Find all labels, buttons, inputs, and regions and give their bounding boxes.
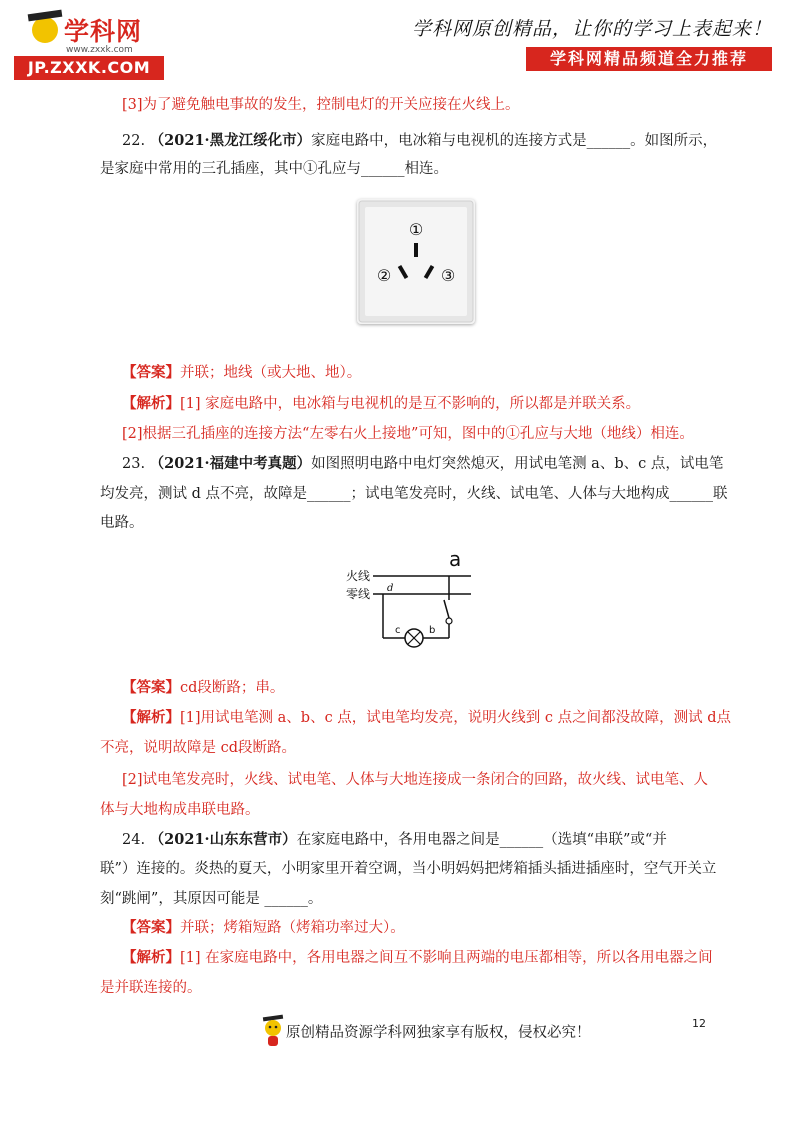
explanation-23-line-3: [2]试电笔发亮时，火线、试电笔、人体与大地连接成一条闭合的回路，故火线、试电笔、人 (122, 772, 709, 788)
label-b: b (429, 625, 436, 636)
label-d: d (387, 583, 394, 594)
copyright-notice: 原创精品资源学科网独家享有版权，侵权必究！ (286, 1025, 591, 1041)
answer-text: 并联；烤箱短路（烤箱功率过大）。 (180, 920, 405, 936)
explanation-tag: 【解析】 (122, 949, 180, 966)
question-text: 如图照明电路中电灯突然熄灭，用试电笔测 a、b、c 点，试电笔 (311, 456, 724, 472)
page-number: 12 (692, 1017, 706, 1030)
site-logo (14, 12, 164, 77)
switch-contact (446, 618, 452, 624)
circuit-diagram (343, 548, 473, 667)
logo-url: www.zxxk.com (66, 45, 133, 55)
header-recommend: 学科网精品频道全力推荐 (526, 47, 772, 71)
label-a: a (449, 548, 462, 571)
question-24-line-3: 刻“跳闸”，其原因可能是 ______。 (100, 891, 323, 907)
explanation-22-line-2: [2]根据三孔插座的连接方法“左零右火上接地”可知，图中的①孔应与大地（地线）相连。 (122, 426, 694, 442)
mascot-icon (32, 17, 58, 43)
socket-label-1: ① (408, 220, 424, 239)
explanation-22-line-1 (122, 393, 732, 415)
switch-blade (444, 600, 449, 618)
explanation-24-line-1 (122, 947, 732, 969)
question-source: （2021·福建中考真题） (149, 455, 312, 472)
question-24-line-2: 联”）连接的。炎热的夏天，小明家里开着空调，当小明妈妈把烤箱插头插进插座时，空气开关立 (100, 861, 717, 877)
answer-text: cd段断路；串。 (180, 680, 285, 696)
explanation-23-line-4: 体与大地构成串联电路。 (100, 802, 260, 818)
question-number: 24. (122, 832, 146, 848)
answer-23 (122, 677, 732, 699)
question-number: 23. (122, 456, 146, 472)
label-neutral-wire: 零线 (346, 587, 371, 601)
label-c: c (395, 625, 401, 636)
logo-text: 学科网 (64, 17, 143, 46)
text-line: [3]为了避免触电事故的发生，控制电灯的开关应接在火线上。 (122, 97, 520, 113)
logo-bar: JP.ZXXK.COM (14, 56, 164, 80)
explanation-tag: 【解析】 (122, 395, 180, 412)
question-23-line-1 (122, 453, 732, 475)
header-slogan: 学科网原创精品，让你的学习上表起来！ (411, 18, 772, 40)
question-source: （2021·山东东营市） (149, 831, 297, 848)
question-23-line-2: 均发亮，测试 d 点不亮，故障是______；试电笔发亮时，火线、试电笔、人体与大地构成______联 (100, 486, 728, 502)
three-hole-socket-figure (357, 199, 475, 324)
explanation-text: [1] 家庭电路中，电冰箱与电视机的是互不影响的，所以都是并联关系。 (180, 396, 641, 412)
question-number: 22. (122, 133, 146, 149)
socket-label-3: ③ (440, 266, 456, 285)
answer-tag: 【答案】 (122, 364, 180, 381)
explanation-tag: 【解析】 (122, 709, 180, 726)
question-22-line-1 (122, 130, 732, 152)
mascot-icon (262, 1014, 284, 1048)
answer-text: 并联；地线（或大地、地）。 (180, 365, 362, 381)
question-24-line-1 (122, 829, 732, 851)
explanation-23-line-2: 不亮，说明故障是 cd段断路。 (100, 740, 297, 756)
answer-tag: 【答案】 (122, 919, 180, 936)
question-text: 家庭电路中，电冰箱与电视机的连接方式是______。如图所示， (311, 133, 718, 149)
socket-hole-earth (414, 243, 418, 257)
socket-label-2: ② (376, 266, 392, 285)
label-live-wire: 火线 (346, 569, 371, 583)
answer-tag: 【答案】 (122, 679, 180, 696)
explanation-23-line-1 (122, 707, 732, 729)
answer-24 (122, 917, 732, 939)
question-23-line-3: 电路。 (100, 515, 144, 531)
question-text: 在家庭电路中，各用电器之间是______（选填“串联”或“并 (296, 832, 667, 848)
question-source: （2021·黑龙江绥化市） (149, 132, 312, 149)
answer-22 (122, 362, 732, 384)
explanation-text: [1] 在家庭电路中，各用电器之间互不影响且两端的电压都相等，所以各用电器之间 (180, 950, 713, 966)
question-22-line-2: 是家庭中常用的三孔插座，其中①孔应与______相连。 (100, 161, 448, 177)
explanation-text: [1]用试电笔测 a、b、c 点，试电笔均发亮，说明火线到 c 点之间都没故障，测试 d点 (180, 710, 732, 726)
explanation-24-line-2: 是并联连接的。 (100, 980, 202, 996)
